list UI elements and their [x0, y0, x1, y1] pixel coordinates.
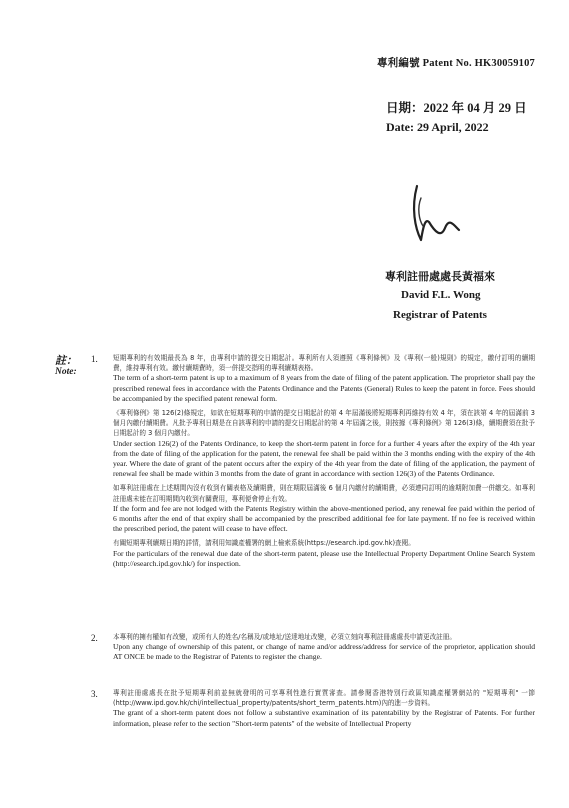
- patent-number: 專利編號 Patent No. HK30059107: [376, 58, 535, 69]
- note-paragraph-english: The term of a short-term patent is up to a maximum of 8 years from the date of filing of the patent application. The proprietor shall pay the prescribed renewal fees in accordance with the Patents Ordinance and the Patents (General) Rules to keep the patent in force. Fees should be accompanied by the specified patent renewal form.: [113, 373, 535, 403]
- note-paragraph-english: For the particulars of the renewal due date of the short-term patent, please use the Intellectual Property Department Online Search System (http://esearch.ipd.gov.hk/) for inspection.: [113, 548, 535, 568]
- date-english: Date: 29 April, 2022: [386, 120, 489, 134]
- note-paragraph-english: If the form and fee are not lodged with the Patents Registry within the above-mentioned period, any renewal fee paid within the period of 6 months after the end of that expiry shall be accompanied by the prescribed additional fee for late payment. If no fee is received within the prescribed period, the patent will cease to have effect.: [113, 503, 535, 534]
- date-chinese: 日期：2022 年 04 月 29 日: [386, 101, 527, 115]
- registrar-title-chinese: 專利註冊處處長黃福來: [385, 271, 495, 283]
- note-number: 1.: [91, 354, 98, 364]
- note-item: [113, 353, 535, 569]
- note-item: [113, 688, 535, 729]
- note-paragraph-english: Under section 126(2) of the Patents Ordinance, to keep the short-term patent in force for a further 4 years after the expiry of the 4th year from the date of filing of the application for the patent, the renewal fee shall be paid within the 3 months ending with the expiry of the 4th year. Where the date of grant of the patent occurs after the expiry of the 4th year from the date of filing of the application, the payment of renewal fee shall be made within 3 months from the date of grant in accordance with section 126(3) of the Patents Ordinance.: [113, 438, 535, 479]
- registrar-signature: [405, 178, 475, 248]
- note-paragraph-english: Upon any change of ownership of this patent, or change of name and/or address/address for service of the proprietor, application should AT ONCE be made to the Registrar of Patents to register the change.: [113, 642, 535, 662]
- note-paragraph-chinese: 如專利註冊處在上述期間內沒有收到有關表格及續期費，則在期限屆滿後 6 個月內繳付的續期費，必須連同訂明的逾期附加費一併繳交。如專利註冊處未能在訂明期間內收到有關費用，專利便會停止有效。: [113, 484, 535, 503]
- note-number: 2.: [91, 633, 98, 643]
- note-item: [113, 632, 535, 663]
- note-number: 3.: [91, 689, 98, 699]
- note-paragraph-english: The grant of a short-term patent does not follow a substantive examination of its patentability by the Registrar of Patents. For further information, please refer to the section "Short-term patents" of the website of Intellectual Property: [113, 708, 535, 728]
- note-paragraph-chinese: 《專利條例》第 126(2)條規定，如欲在短期專利的申請的提交日期起計的第 4 年屆滿後將短期專利再維持有效 4 年，須在該第 4 年的屆滿前 3 個月內繳付續期費。凡批予專利日期是在自該專利的申請的提交日期起計的第 4 年屆滿之後，則按據《專利條例》第 126(3)條，續期費須在批予日期起計的 3 個月內繳付。: [113, 409, 535, 438]
- registrar-name: David F.L. Wong: [401, 289, 481, 301]
- note-label-english: Note:: [55, 367, 77, 377]
- note-paragraph-chinese: 短期專利的有效期最長為 8 年，由專利申請的提交日期起計。專利所有人須遵照《專利條例》及《專利(一般)規則》的規定，繳付訂明的續期費，維持專利有效。繳付續期費時，須一併提交指明的專利續期表格。: [113, 354, 535, 373]
- note-label-chinese: 註：: [55, 355, 77, 367]
- note-paragraph-chinese: 本專利的擁有權如有改變，或所有人的姓名/名稱及/或地址/送達地址改變，必須立刻向專利註冊處處長申請更改註冊。: [113, 633, 456, 641]
- note-paragraph-chinese: 專利註冊處處長在批予短期專利前並無就發明的可享專利性進行實質審查。請參閱香港特別行政區知識產權署網站的 "短期專利" 一節(http://www.ipd.gov.hk/chi/intellectual_property/patents/short_term_patents.htm)內的進一步資料。: [113, 689, 535, 708]
- registrar-title: Registrar of Patents: [393, 309, 487, 321]
- note-paragraph-chinese: 有關短期專利續期日期的詳情，請利用知識產權署的網上檢索系統(https://esearch.ipd.gov.hk)查閱。: [113, 539, 415, 548]
